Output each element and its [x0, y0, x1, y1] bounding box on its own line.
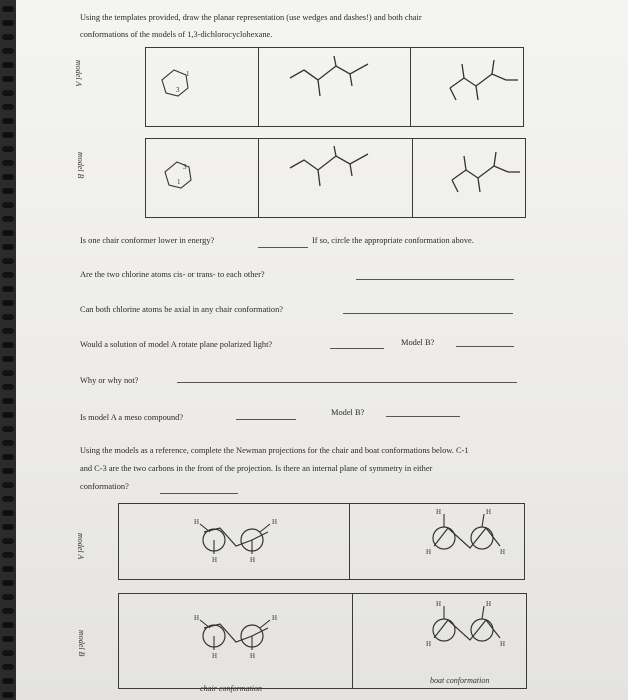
binding-ring [2, 552, 14, 558]
svg-text:H: H [250, 556, 256, 564]
answer-cis-trans-line[interactable] [356, 279, 514, 280]
svg-text:H: H [500, 548, 506, 556]
binding-ring [2, 314, 14, 320]
answer-energy-line[interactable] [258, 247, 308, 248]
binding-ring [2, 692, 14, 698]
model-b-label: model B [76, 152, 85, 179]
newman-intro-line-2: and C-3 are the two carbons in the front of the projection. Is there an internal plane of symmetry in either [80, 464, 433, 473]
binding-ring [2, 132, 14, 138]
binding-ring [2, 244, 14, 250]
binding-ring [2, 650, 14, 656]
binding-ring [2, 622, 14, 628]
binding-ring [2, 328, 14, 334]
newman-boat-a-diagram [420, 506, 530, 566]
binding-ring [2, 608, 14, 614]
answer-meso-b-line[interactable] [386, 416, 460, 417]
spiral-binding [0, 0, 16, 700]
binding-ring [2, 356, 14, 362]
svg-text:1: 1 [186, 70, 190, 78]
svg-text:H: H [272, 614, 278, 622]
question-optical: Would a solution of model A rotate plane polarized light? [80, 340, 273, 349]
binding-ring [2, 230, 14, 236]
svg-text:H: H [194, 614, 200, 622]
binding-ring [2, 258, 14, 264]
binding-ring [2, 48, 14, 54]
binding-ring [2, 76, 14, 82]
model-b-chair-template-1 [290, 146, 380, 196]
svg-text:3: 3 [183, 163, 187, 171]
model-a-hexagon-icon [160, 70, 200, 110]
question-meso: Is model A a meso compound? [80, 413, 184, 422]
binding-ring [2, 300, 14, 306]
binding-ring [2, 188, 14, 194]
binding-ring [2, 496, 14, 502]
answer-symmetry-line[interactable] [160, 493, 238, 494]
question-energy: Is one chair conformer lower in energy? [80, 236, 215, 245]
binding-ring [2, 174, 14, 180]
answer-optical-b-line[interactable] [456, 346, 514, 347]
binding-ring [2, 524, 14, 530]
question-energy-note: If so, circle the appropriate conformation above. [312, 236, 474, 245]
binding-ring [2, 216, 14, 222]
newman-boat-b-diagram [420, 598, 530, 658]
svg-text:H: H [426, 548, 432, 556]
answer-axial-line[interactable] [343, 313, 513, 314]
binding-ring [2, 90, 14, 96]
binding-ring [2, 664, 14, 670]
svg-text:H: H [194, 518, 200, 526]
binding-ring [2, 482, 14, 488]
binding-ring [2, 20, 14, 26]
question-optical-model-b: Model B? [401, 338, 435, 347]
svg-text:H: H [272, 518, 278, 526]
chair-conformation-caption: chair conformation [200, 684, 262, 693]
svg-text:H: H [212, 556, 218, 564]
model-b-chair-template-2 [444, 152, 524, 202]
binding-ring [2, 384, 14, 390]
newman-chair-a-diagram [190, 510, 300, 570]
newman-model-b-label: model B [77, 630, 86, 657]
binding-ring [2, 34, 14, 40]
newman-model-a-label: model A [76, 533, 85, 560]
binding-ring [2, 440, 14, 446]
svg-text:1: 1 [177, 178, 181, 186]
model-a-label: model A [74, 60, 83, 87]
boat-conformation-caption: boat conformation [430, 676, 490, 685]
question-axial: Can both chlorine atoms be axial in any chair conformation? [80, 305, 284, 314]
model-a-chair-template-1 [290, 56, 380, 106]
binding-ring [2, 594, 14, 600]
question-why: Why or why not? [80, 376, 139, 385]
binding-ring [2, 370, 14, 376]
binding-ring [2, 510, 14, 516]
intro-line-2: conformations of the models of 1,3-dichlorocyclohexane. [80, 30, 273, 39]
binding-ring [2, 468, 14, 474]
model-a-chair-template-2 [442, 60, 522, 110]
answer-optical-a-line[interactable] [330, 348, 384, 349]
newman-intro-line-3: conformation? [80, 482, 129, 491]
binding-ring [2, 412, 14, 418]
svg-text:H: H [500, 640, 506, 648]
svg-text:H: H [486, 600, 492, 608]
svg-text:H: H [436, 508, 442, 516]
binding-ring [2, 62, 14, 68]
answer-meso-a-line[interactable] [236, 419, 296, 420]
binding-ring [2, 426, 14, 432]
svg-text:H: H [250, 652, 256, 660]
binding-ring [2, 398, 14, 404]
svg-text:H: H [436, 600, 442, 608]
binding-ring [2, 636, 14, 642]
binding-ring [2, 580, 14, 586]
binding-ring [2, 566, 14, 572]
binding-ring [2, 160, 14, 166]
binding-ring [2, 286, 14, 292]
binding-ring [2, 678, 14, 684]
intro-line-1: Using the templates provided, draw the planar representation (use wedges and dashes!) and both chair [80, 13, 422, 22]
newman-intro-line-1: Using the models as a reference, complete the Newman projections for the chair and boat conformations below. C-1 [80, 446, 469, 455]
answer-why-line[interactable] [177, 382, 517, 383]
svg-text:H: H [426, 640, 432, 648]
model-b-hexagon-icon [163, 162, 203, 202]
binding-ring [2, 342, 14, 348]
binding-ring [2, 272, 14, 278]
binding-ring [2, 538, 14, 544]
binding-ring [2, 6, 14, 12]
question-cis-trans: Are the two chlorine atoms cis- or trans- to each other? [80, 270, 265, 279]
binding-ring [2, 202, 14, 208]
binding-ring [2, 104, 14, 110]
svg-text:3: 3 [176, 86, 180, 94]
binding-ring [2, 118, 14, 124]
newman-chair-b-diagram [190, 606, 300, 666]
binding-ring [2, 454, 14, 460]
svg-text:H: H [486, 508, 492, 516]
question-meso-model-b: Model B? [331, 408, 365, 417]
svg-text:H: H [212, 652, 218, 660]
binding-ring [2, 146, 14, 152]
